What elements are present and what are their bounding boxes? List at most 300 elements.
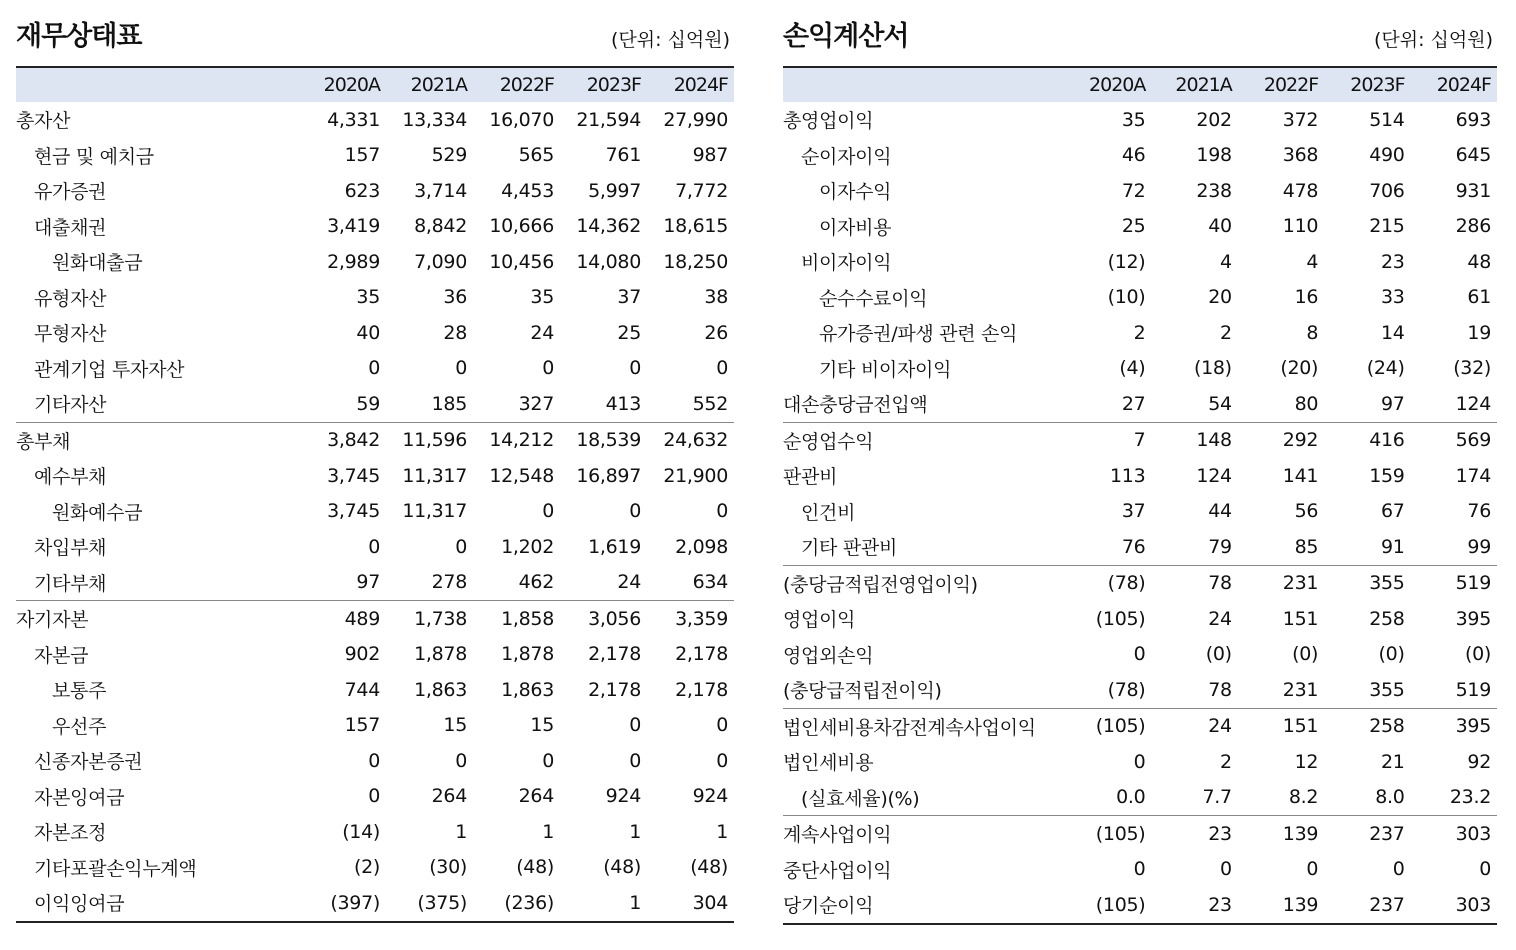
value-cell-2024F: 0 <box>716 500 728 523</box>
value-cell-2020A: 157 <box>344 714 380 737</box>
value-cell-2020A: 157 <box>344 144 380 167</box>
income-statement-header <box>783 0 1497 66</box>
value-cell-2024F: 92 <box>1467 750 1491 773</box>
value-cell-2022F: 327 <box>518 392 554 415</box>
value-cell-2023F: 258 <box>1369 607 1405 630</box>
value-cell-2022F: 264 <box>518 785 554 808</box>
row-label: 기타 비이자이익 <box>819 358 952 381</box>
value-cell-2023F: 1 <box>560 885 647 922</box>
value-cell-2024F: 61 <box>1467 286 1491 309</box>
value-cell-2023F: 237 <box>1324 887 1410 924</box>
value-cell-2024F: 2,098 <box>675 535 728 558</box>
value-cell-2020A: 0 <box>1133 643 1146 666</box>
table-row <box>16 386 734 422</box>
row-label: 자본금 <box>34 644 89 667</box>
value-cell-2020A: 97 <box>356 571 380 594</box>
row-label: (충당금적립전영업이익) <box>783 565 1065 601</box>
value-cell-2024F: 931 <box>1455 179 1491 202</box>
value-cell-2022F: 565 <box>518 144 554 167</box>
value-cell-2020A: 46 <box>1121 144 1146 167</box>
row-label: 중단사업이익 <box>783 859 892 882</box>
value-cell-2022F: (0) <box>1292 643 1319 666</box>
value-cell-2023F: 924 <box>605 785 641 808</box>
value-cell-2020A: (2) <box>353 856 380 879</box>
value-cell-2021A: 3,714 <box>414 179 467 202</box>
value-cell-2022F: 462 <box>518 571 554 594</box>
value-cell-2024F: (0) <box>1464 643 1491 666</box>
value-cell-2021A: 36 <box>443 286 467 309</box>
value-cell-2020A: 27 <box>1121 392 1146 415</box>
table-row <box>16 458 734 494</box>
row-label: (충당급적립전이익) <box>783 680 942 703</box>
row-label: 자기자본 <box>16 601 299 637</box>
value-cell-2022F: 85 <box>1294 535 1319 558</box>
value-cell-2022F: 368 <box>1282 144 1319 167</box>
value-cell-2022F: 10,456 <box>489 250 554 273</box>
year-header-2020A: 2020A <box>1065 67 1151 102</box>
table-row <box>16 280 734 316</box>
value-cell-2021A: 264 <box>431 785 467 808</box>
value-cell-2023F: 1 <box>629 820 641 843</box>
value-cell-2023F: 14,362 <box>576 215 641 238</box>
table-row <box>16 637 734 673</box>
balance-sheet-table <box>16 66 734 923</box>
table-row <box>783 637 1497 673</box>
value-cell-2023F: 761 <box>605 144 641 167</box>
value-cell-2024F: 645 <box>1455 144 1491 167</box>
table-row <box>16 244 734 280</box>
value-cell-2021A: 13,334 <box>402 108 467 131</box>
value-cell-2021A: 529 <box>431 144 467 167</box>
row-label: 총부채 <box>16 422 299 458</box>
value-cell-2020A: 2,989 <box>327 250 380 273</box>
value-cell-2023F: 21,594 <box>576 108 641 131</box>
value-cell-2021A: 78 <box>1208 678 1232 701</box>
table-row <box>783 529 1497 565</box>
value-cell-2022F: 141 <box>1282 464 1319 487</box>
value-cell-2021A: 28 <box>443 321 467 344</box>
value-cell-2024F: 0 <box>716 357 728 380</box>
table-row <box>16 102 734 138</box>
value-cell-2023F: 0 <box>1392 858 1405 881</box>
value-cell-2020A: 3,745 <box>327 500 380 523</box>
value-cell-2024F: 304 <box>647 885 734 922</box>
table-row <box>783 780 1497 816</box>
value-cell-2021A: 15 <box>443 714 467 737</box>
income-statement-unit: (단위: 십억원) <box>1373 29 1493 51</box>
value-cell-2024F: 987 <box>692 144 728 167</box>
table-row <box>16 209 734 245</box>
value-cell-2021A: 11,317 <box>402 500 467 523</box>
value-cell-2021A: (30) <box>429 856 467 879</box>
value-cell-2022F: 1,858 <box>473 601 560 637</box>
value-cell-2023F: (48) <box>603 856 641 879</box>
table-row <box>783 422 1497 458</box>
table-row <box>16 743 734 779</box>
table-row <box>16 351 734 387</box>
value-cell-2021A: 78 <box>1151 565 1237 601</box>
value-cell-2024F: 0 <box>716 714 728 737</box>
value-cell-2022F: (20) <box>1280 357 1319 380</box>
value-cell-2020A: 623 <box>344 179 380 202</box>
row-label: 기타자산 <box>34 394 107 417</box>
value-cell-2023F: 33 <box>1380 286 1405 309</box>
value-cell-2024F: 24,632 <box>647 422 734 458</box>
value-cell-2020A: 59 <box>356 392 380 415</box>
row-label: 보통주 <box>52 680 107 703</box>
value-cell-2021A: 20 <box>1208 286 1232 309</box>
value-cell-2022F: 231 <box>1238 565 1324 601</box>
row-label: 이익잉여금 <box>16 885 299 922</box>
table-row <box>16 601 734 637</box>
value-cell-2024F: 634 <box>692 571 728 594</box>
value-cell-2021A: 54 <box>1208 392 1232 415</box>
value-cell-2020A: 35 <box>356 286 380 309</box>
row-label: 유가증권 <box>34 181 107 204</box>
value-cell-2020A: 76 <box>1121 535 1146 558</box>
value-cell-2021A: 0 <box>1219 858 1232 881</box>
value-cell-2022F: 1 <box>542 820 554 843</box>
value-cell-2020A: (105) <box>1065 816 1151 852</box>
row-label: 판관비 <box>783 466 838 489</box>
value-cell-2024F: 286 <box>1455 215 1491 238</box>
year-header-2022F: 2022F <box>1238 67 1324 102</box>
value-cell-2020A: (10) <box>1107 286 1146 309</box>
value-cell-2024F: 18,250 <box>663 250 728 273</box>
value-cell-2023F: 413 <box>605 392 641 415</box>
header-label-cell <box>783 67 1065 102</box>
value-cell-2024F: 26 <box>704 321 728 344</box>
table-row <box>783 601 1497 637</box>
value-cell-2020A: (397) <box>299 885 386 922</box>
value-cell-2022F: 56 <box>1294 500 1319 523</box>
value-cell-2020A: 3,419 <box>327 215 380 238</box>
value-cell-2022F: 478 <box>1282 179 1319 202</box>
value-cell-2022F: 0 <box>542 749 554 772</box>
table-row <box>783 173 1497 209</box>
value-cell-2021A: 7.7 <box>1202 786 1232 809</box>
balance-sheet-header <box>16 0 734 66</box>
value-cell-2024F: 693 <box>1455 108 1491 131</box>
row-label: 기타 판관비 <box>801 537 898 560</box>
row-label: 현금 및 예치금 <box>34 145 154 168</box>
year-header-2023F: 2023F <box>560 67 647 102</box>
value-cell-2022F: 372 <box>1282 108 1319 131</box>
value-cell-2020A: 72 <box>1121 179 1146 202</box>
value-cell-2021A: 198 <box>1196 144 1232 167</box>
row-label: 유가증권/파생 관련 손익 <box>819 323 1018 346</box>
value-cell-2021A: 1 <box>455 820 467 843</box>
row-label: 영업외손익 <box>783 644 874 667</box>
value-cell-2023F: 706 <box>1369 179 1405 202</box>
row-label: 이자비용 <box>819 216 892 239</box>
table-row <box>783 744 1497 780</box>
value-cell-2023F: (0) <box>1378 643 1405 666</box>
table-row <box>783 138 1497 174</box>
value-cell-2021A: 0 <box>455 357 467 380</box>
value-cell-2021A: 202 <box>1196 108 1232 131</box>
value-cell-2023F: 0 <box>629 500 641 523</box>
value-cell-2022F: 151 <box>1282 607 1319 630</box>
value-cell-2024F: (48) <box>690 856 728 879</box>
value-cell-2021A: 1,878 <box>414 643 467 666</box>
value-cell-2023F: 14 <box>1380 321 1405 344</box>
row-label: 이자수익 <box>819 181 892 204</box>
value-cell-2024F: 19 <box>1467 321 1491 344</box>
value-cell-2023F: 37 <box>617 286 641 309</box>
value-cell-2023F: 24 <box>617 571 641 594</box>
value-cell-2022F: 15 <box>530 714 554 737</box>
value-cell-2023F: 237 <box>1324 816 1410 852</box>
value-cell-2020A: 3,842 <box>299 422 386 458</box>
table-row <box>16 708 734 744</box>
row-label: (실효세율)(%) <box>801 787 920 810</box>
income-statement-body <box>783 102 1497 924</box>
year-header-2020A: 2020A <box>299 67 386 102</box>
value-cell-2021A: 23 <box>1151 816 1237 852</box>
row-label: 법인세비용차감전계속사업이익 <box>783 708 1065 744</box>
value-cell-2024F: 0 <box>1479 858 1491 881</box>
value-cell-2020A: (105) <box>1065 708 1151 744</box>
value-cell-2022F: 0 <box>542 357 554 380</box>
value-cell-2021A: 1,738 <box>386 601 473 637</box>
table-row <box>16 422 734 458</box>
value-cell-2023F: 91 <box>1380 535 1405 558</box>
row-label: 순수수료이익 <box>819 287 928 310</box>
balance-sheet-body <box>16 102 734 922</box>
value-cell-2024F: 21,900 <box>663 464 728 487</box>
value-cell-2023F: 3,056 <box>560 601 647 637</box>
row-label: 신종자본증권 <box>34 751 143 774</box>
value-cell-2023F: 215 <box>1369 215 1405 238</box>
value-cell-2023F: 0 <box>629 749 641 772</box>
value-cell-2021A: 11,317 <box>402 464 467 487</box>
value-cell-2022F: 14,212 <box>473 422 560 458</box>
value-cell-2020A: (78) <box>1065 565 1151 601</box>
value-cell-2022F: 24 <box>530 321 554 344</box>
income-statement-title: 손익계산서 <box>783 21 909 52</box>
row-label: 인건비 <box>801 501 856 524</box>
table-row <box>16 814 734 850</box>
value-cell-2023F: 159 <box>1369 464 1405 487</box>
table-row <box>16 173 734 209</box>
row-label: 무형자산 <box>34 323 107 346</box>
value-cell-2023F: 5,997 <box>588 179 641 202</box>
table-row <box>783 244 1497 280</box>
value-cell-2022F: 231 <box>1282 678 1319 701</box>
value-cell-2023F: 2,178 <box>588 643 641 666</box>
value-cell-2022F: (48) <box>516 856 554 879</box>
value-cell-2020A: 0.0 <box>1116 786 1146 809</box>
value-cell-2024F: 27,990 <box>663 108 728 131</box>
value-cell-2021A: 4 <box>1219 250 1232 273</box>
value-cell-2021A: 278 <box>431 571 467 594</box>
value-cell-2021A: 8,842 <box>414 215 467 238</box>
row-label: 기타포괄손익누계액 <box>34 857 197 880</box>
value-cell-2023F: 67 <box>1380 500 1405 523</box>
table-row <box>783 852 1497 888</box>
table-row <box>783 386 1497 422</box>
balance-sheet-title: 재무상태표 <box>16 21 142 52</box>
value-cell-2024F: 23.2 <box>1449 786 1491 809</box>
value-cell-2021A: 238 <box>1196 179 1232 202</box>
value-cell-2022F: 110 <box>1282 215 1319 238</box>
value-cell-2020A: (105) <box>1065 887 1151 924</box>
value-cell-2020A: (105) <box>1095 607 1146 630</box>
value-cell-2020A: 25 <box>1121 215 1146 238</box>
year-header-2021A: 2021A <box>386 67 473 102</box>
value-cell-2023F: 258 <box>1324 708 1410 744</box>
value-cell-2024F: (32) <box>1453 357 1491 380</box>
value-cell-2023F: 16,897 <box>576 464 641 487</box>
value-cell-2020A: 113 <box>1110 464 1146 487</box>
value-cell-2021A: (0) <box>1205 643 1232 666</box>
table-row <box>16 529 734 565</box>
table-row <box>783 565 1497 601</box>
value-cell-2022F: 35 <box>530 286 554 309</box>
value-cell-2024F: 38 <box>704 286 728 309</box>
income-statement-table <box>783 66 1497 925</box>
value-cell-2021A: (18) <box>1193 357 1232 380</box>
row-label: 계속사업이익 <box>783 816 1065 852</box>
value-cell-2024F: 569 <box>1411 422 1497 458</box>
value-cell-2020A: 2 <box>1133 321 1146 344</box>
value-cell-2020A: 40 <box>356 321 380 344</box>
value-cell-2020A: 4,331 <box>327 108 380 131</box>
value-cell-2024F: 7,772 <box>675 179 728 202</box>
row-label: 원화대출금 <box>52 252 143 275</box>
table-row <box>16 315 734 351</box>
value-cell-2023F: 2,178 <box>588 678 641 701</box>
year-header-2024F: 2024F <box>1411 67 1497 102</box>
balance-sheet-header-row <box>16 67 734 102</box>
value-cell-2023F: 514 <box>1369 108 1405 131</box>
value-cell-2021A: 1,863 <box>414 678 467 701</box>
value-cell-2023F: 1,619 <box>588 535 641 558</box>
row-label: 자본조정 <box>34 822 107 845</box>
table-row <box>783 494 1497 530</box>
year-header-2022F: 2022F <box>473 67 560 102</box>
table-row <box>783 280 1497 316</box>
value-cell-2020A: 489 <box>299 601 386 637</box>
row-label: 기타부채 <box>34 572 107 595</box>
value-cell-2024F: 1 <box>716 820 728 843</box>
value-cell-2020A: (78) <box>1107 678 1146 701</box>
row-label: 영업이익 <box>783 609 856 632</box>
value-cell-2023F: 14,080 <box>576 250 641 273</box>
row-label: 순이자이익 <box>801 145 892 168</box>
table-row <box>16 494 734 530</box>
value-cell-2021A: 0 <box>455 535 467 558</box>
value-cell-2022F: 4 <box>1306 250 1319 273</box>
value-cell-2022F: 1,878 <box>501 643 554 666</box>
value-cell-2024F: 76 <box>1467 500 1491 523</box>
value-cell-2024F: 519 <box>1411 565 1497 601</box>
year-header-2024F: 2024F <box>647 67 734 102</box>
value-cell-2021A: 44 <box>1208 500 1232 523</box>
value-cell-2021A: 2 <box>1219 321 1232 344</box>
value-cell-2024F: 99 <box>1467 535 1491 558</box>
value-cell-2020A: 3,745 <box>327 464 380 487</box>
row-label: 순영업수익 <box>783 422 1065 458</box>
row-label: 예수부채 <box>34 466 107 489</box>
value-cell-2020A: 0 <box>1133 858 1146 881</box>
value-cell-2020A: 744 <box>344 678 380 701</box>
value-cell-2024F: 174 <box>1455 464 1491 487</box>
value-cell-2022F: 8 <box>1306 321 1319 344</box>
value-cell-2022F: 16 <box>1294 286 1319 309</box>
value-cell-2021A: 0 <box>455 749 467 772</box>
value-cell-2022F: 12,548 <box>489 464 554 487</box>
row-label: 관계기업 투자자산 <box>34 358 185 381</box>
value-cell-2021A: 11,596 <box>386 422 473 458</box>
table-row <box>783 458 1497 494</box>
row-label: 총영업이익 <box>783 110 874 133</box>
value-cell-2022F: 16,070 <box>489 108 554 131</box>
value-cell-2020A: 902 <box>344 643 380 666</box>
balance-sheet-panel <box>16 0 734 923</box>
value-cell-2022F: (236) <box>473 885 560 922</box>
value-cell-2022F: 12 <box>1294 750 1319 773</box>
value-cell-2024F: 18,615 <box>663 215 728 238</box>
value-cell-2020A: (4) <box>1119 357 1146 380</box>
value-cell-2024F: 303 <box>1411 887 1497 924</box>
table-row <box>783 708 1497 744</box>
value-cell-2020A: 7 <box>1065 422 1151 458</box>
table-row <box>783 351 1497 387</box>
year-header-2021A: 2021A <box>1151 67 1237 102</box>
value-cell-2020A: 0 <box>368 749 380 772</box>
value-cell-2024F: 395 <box>1411 708 1497 744</box>
value-cell-2024F: 519 <box>1455 678 1491 701</box>
row-label: 유형자산 <box>34 287 107 310</box>
value-cell-2020A: (12) <box>1107 250 1146 273</box>
value-cell-2021A: (375) <box>386 885 473 922</box>
row-label: 총자산 <box>16 110 71 133</box>
row-label: 당기순이익 <box>783 887 1065 924</box>
table-row <box>16 138 734 174</box>
income-statement-panel <box>783 0 1497 925</box>
value-cell-2022F: 4,453 <box>501 179 554 202</box>
value-cell-2023F: 416 <box>1324 422 1410 458</box>
value-cell-2022F: 0 <box>542 500 554 523</box>
value-cell-2021A: 79 <box>1208 535 1232 558</box>
value-cell-2023F: 18,539 <box>560 422 647 458</box>
value-cell-2024F: 0 <box>716 749 728 772</box>
value-cell-2021A: 23 <box>1151 887 1237 924</box>
value-cell-2020A: 0 <box>1133 750 1146 773</box>
value-cell-2021A: 148 <box>1151 422 1237 458</box>
value-cell-2024F: 3,359 <box>647 601 734 637</box>
row-label: 대손충당금전입액 <box>783 394 928 417</box>
table-row <box>16 672 734 708</box>
value-cell-2024F: 124 <box>1455 392 1491 415</box>
value-cell-2022F: 1,863 <box>501 678 554 701</box>
balance-sheet-unit: (단위: 십억원) <box>610 29 730 51</box>
table-row <box>16 850 734 886</box>
year-header-2023F: 2023F <box>1324 67 1410 102</box>
value-cell-2021A: 24 <box>1151 708 1237 744</box>
value-cell-2020A: 35 <box>1121 108 1146 131</box>
value-cell-2021A: 40 <box>1208 215 1232 238</box>
table-row <box>783 887 1497 924</box>
value-cell-2022F: 151 <box>1238 708 1324 744</box>
row-label: 원화예수금 <box>52 501 143 524</box>
value-cell-2024F: 395 <box>1455 607 1491 630</box>
value-cell-2023F: 0 <box>629 714 641 737</box>
value-cell-2023F: 25 <box>617 321 641 344</box>
table-row <box>16 779 734 815</box>
